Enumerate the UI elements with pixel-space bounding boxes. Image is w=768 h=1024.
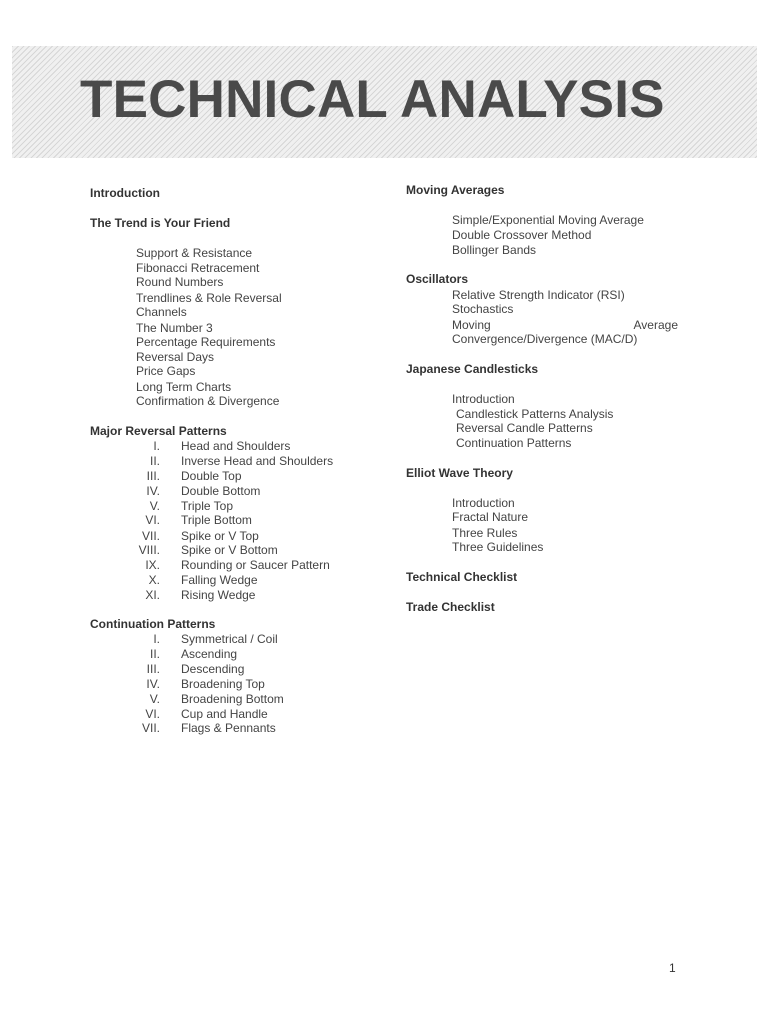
toc-heading-moving-averages: Moving Averages (406, 183, 505, 197)
toc-item: The Number 3 (136, 321, 213, 335)
toc-numeral: II. (149, 454, 160, 468)
toc-item: Spike or V Bottom (181, 543, 278, 557)
toc-item: Descending (181, 662, 245, 676)
toc-item: Trendlines & Role Reversal (136, 291, 282, 305)
toc-item: Introduction (452, 392, 515, 406)
toc-numeral: X. (148, 573, 160, 587)
toc-item: Percentage Requirements (136, 335, 276, 349)
toc-item: Flags & Pennants (181, 721, 276, 735)
toc-item: Double Bottom (181, 484, 261, 498)
toc-item: Stochastics (452, 302, 514, 316)
toc-heading-reversal: Major Reversal Patterns (90, 424, 227, 438)
toc-item: Rounding or Saucer Pattern (181, 558, 330, 572)
toc-item: Convergence/Divergence (MAC/D) (452, 332, 638, 346)
toc-item: Reversal Days (136, 350, 215, 364)
toc-item: Cup and Handle (181, 707, 268, 721)
toc-numeral: VIII. (138, 543, 160, 557)
toc-item: Symmetrical / Coil (181, 632, 278, 646)
toc-item: Confirmation & Divergence (136, 394, 280, 408)
toc-item: Reversal Candle Patterns (456, 421, 593, 435)
toc-numeral: IV. (146, 677, 160, 691)
toc-item-word: Moving (452, 318, 491, 332)
toc-item: Price Gaps (136, 364, 196, 378)
toc-item: Long Term Charts (136, 380, 232, 394)
toc-numeral: VII. (141, 529, 160, 543)
page-title: TECHNICAL ANALYSIS (80, 70, 665, 129)
toc-item: Round Numbers (136, 275, 224, 289)
toc-numeral: I. (153, 632, 160, 646)
toc-heading-candlesticks: Japanese Candlesticks (406, 362, 539, 376)
toc-item: Double Crossover Method (452, 228, 592, 242)
toc-heading-introduction: Introduction (90, 186, 160, 200)
toc-heading-oscillators: Oscillators (406, 272, 469, 286)
toc-numeral: V. (149, 499, 160, 513)
toc-numeral: XI. (145, 588, 160, 602)
toc-heading-elliot: Elliot Wave Theory (406, 466, 513, 480)
toc-item: Continuation Patterns (456, 436, 572, 450)
toc-item: Spike or V Top (181, 529, 259, 543)
toc-item: Bollinger Bands (452, 243, 537, 257)
toc-numeral: VI. (145, 513, 160, 527)
toc-item: Fibonacci Retracement (136, 261, 260, 275)
toc-item: Triple Bottom (181, 513, 252, 527)
toc-item: Head and Shoulders (181, 439, 291, 453)
toc-item: Simple/Exponential Moving Average (452, 213, 644, 227)
toc-heading-trend: The Trend is Your Friend (90, 216, 231, 230)
toc-item: Candlestick Patterns Analysis (456, 407, 614, 421)
toc-item-macd-line (452, 318, 678, 333)
toc-item: Rising Wedge (181, 588, 256, 602)
toc-item: Inverse Head and Shoulders (181, 454, 334, 468)
toc-item: Ascending (181, 647, 238, 661)
toc-heading-trade-checklist: Trade Checklist (406, 600, 495, 614)
toc-numeral: III. (146, 469, 160, 483)
toc-item: Introduction (452, 496, 515, 510)
toc-numeral: V. (149, 692, 160, 706)
toc-item: Fractal Nature (452, 510, 529, 524)
toc-item: Broadening Top (181, 677, 265, 691)
toc-heading-technical-checklist: Technical Checklist (406, 570, 518, 584)
toc-numeral: II. (149, 647, 160, 661)
toc-item: Triple Top (181, 499, 234, 513)
toc-numeral: IV. (146, 484, 160, 498)
toc-item: Relative Strength Indicator (RSI) (452, 288, 625, 302)
toc-numeral: VI. (145, 707, 160, 721)
toc-item: Three Guidelines (452, 540, 544, 554)
toc-item: Channels (136, 305, 187, 319)
toc-item-word: Average (633, 318, 678, 332)
toc-item: Support & Resistance (136, 246, 253, 260)
page-number: 1 (669, 961, 676, 975)
toc-item: Falling Wedge (181, 573, 258, 587)
toc-heading-continuation: Continuation Patterns (90, 617, 216, 631)
toc-numeral: IX. (145, 558, 160, 572)
toc-item: Broadening Bottom (181, 692, 284, 706)
toc-numeral: I. (153, 439, 160, 453)
toc-numeral: III. (146, 662, 160, 676)
toc-item: Three Rules (452, 526, 518, 540)
toc-numeral: VII. (141, 721, 160, 735)
toc-item: Double Top (181, 469, 242, 483)
